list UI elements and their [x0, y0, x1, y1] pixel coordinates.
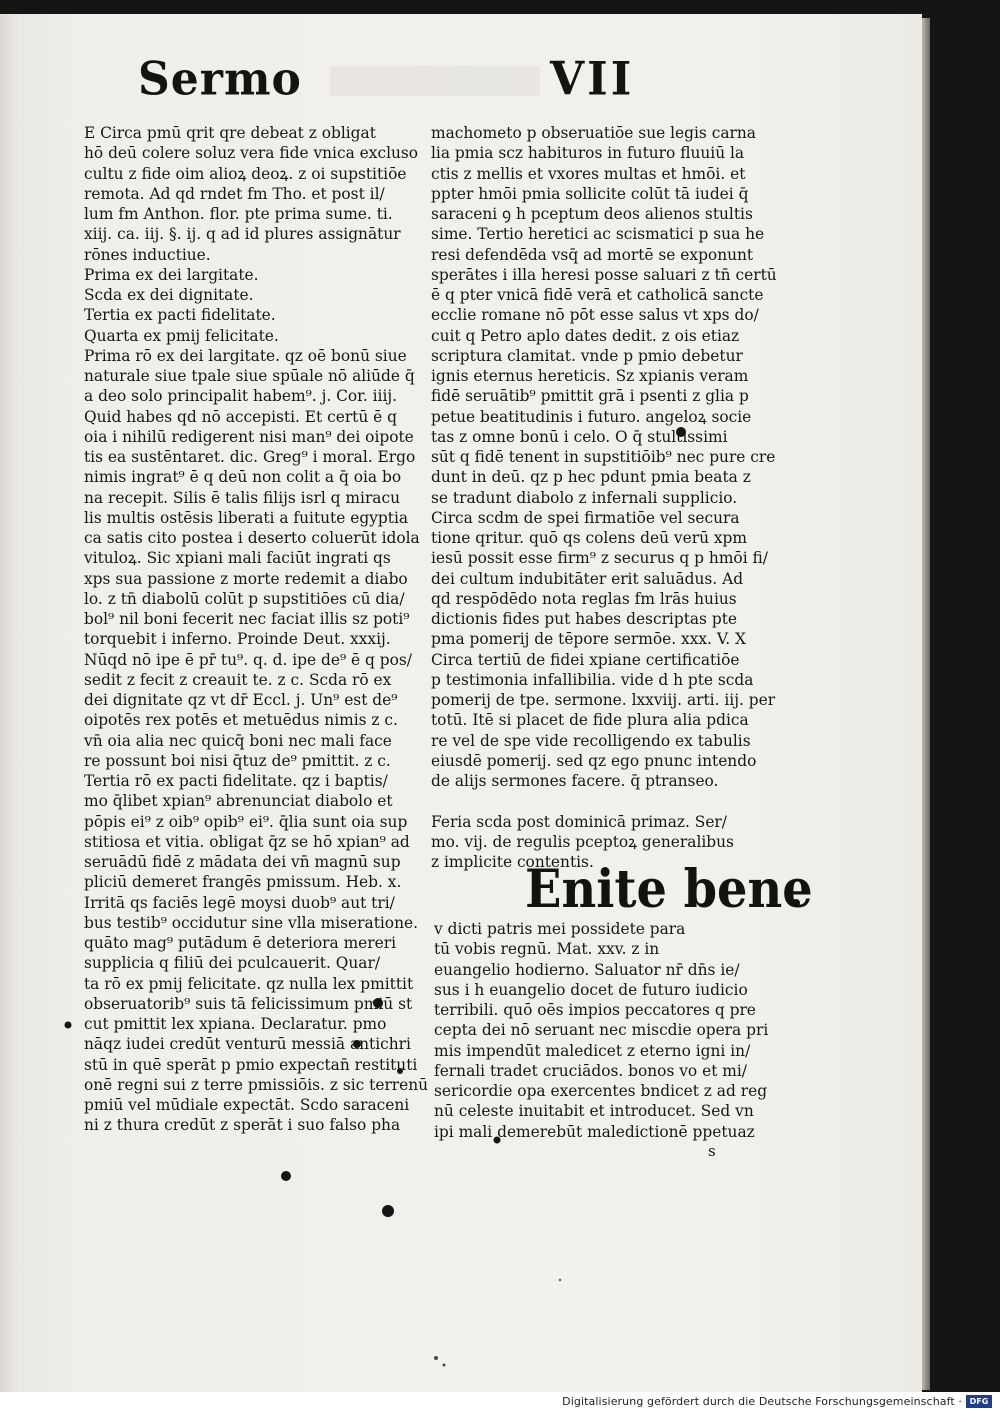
text-line: cepta dei nō seruant nec miscdie opera pri — [434, 1021, 769, 1040]
text-line: seruādū fidē z mādata dei vn̄ magnū sup — [84, 853, 401, 871]
text-line: euangelio hodierno. Saluator nr̄ dn̄s ie/ — [434, 960, 740, 979]
text-line: terribili. quō oēs impios peccatores q pre — [434, 1001, 756, 1019]
text-line: vn̄ oia alia nec quicq̄ boni nec mali face — [84, 731, 392, 750]
text-line: mo. vij. de regulis pceptoꝝ generalibus — [431, 832, 734, 851]
text-line: Feria scda post dominicā primaz. Ser/ — [431, 812, 727, 831]
text-line: torquebit i inferno. Proinde Deut. xxxij. — [84, 630, 391, 649]
text-line: xps sua passione z morte redemit a diabo — [84, 569, 408, 588]
text-line: fernali tradet cruciādos. bonos vo et mi/ — [434, 1061, 747, 1080]
text-line: obseruatorib⁹ suis tā felicissimum pmiū st — [84, 994, 413, 1013]
text-line: Tertia rō ex pacti fidelitate. qz i baptis/ — [84, 772, 388, 790]
ink-dot — [382, 1205, 394, 1217]
running-header-right: VII — [550, 52, 635, 107]
text-line: qd respōdēdo nota reglas fm lrās huius — [431, 589, 737, 608]
ink-dot — [281, 1171, 291, 1181]
text-line: tas z omne bonū i celo. O q̄ stultissimi — [431, 427, 728, 446]
text-line: nāqz iudei credūt venturū messiā antichri — [84, 1035, 411, 1054]
text-line: Quid habes qd nō accepisti. Et certū ē q — [84, 407, 398, 426]
text-line: sus i h euangelio docet de futuro iudicio — [434, 980, 748, 999]
text-line: resi defendēda vsq̄ ad mortē se exponunt — [431, 245, 754, 264]
text-line: ni z thura credūt z sperāt i suo falso pha — [84, 1116, 401, 1135]
ink-dot — [65, 1022, 72, 1029]
text-line: pliciū demeret frangēs pmissum. Heb. x. — [84, 873, 402, 892]
text-line: naturale siue tpale siue spūale nō aliūde q̄ — [84, 367, 415, 385]
text-line: iesū possit esse firm⁹ z securus q p hmōi fi/ — [431, 549, 768, 568]
text-line: vituloꝝ. Sic xpiani mali faciūt ingrati qs — [84, 549, 391, 568]
text-line: dei dignitate qz vt dr̄ Eccl. j. Un⁹ est de⁹ — [84, 691, 398, 709]
text-line: Prima rō ex dei largitate. qz oē bonū siue — [84, 346, 407, 365]
text-line: ppter hmōi pmia sollicite colūt tā iudei q̄ — [431, 184, 749, 203]
text-line: mo q̄libet xpian⁹ abrenunciat diabolo et — [84, 792, 393, 811]
text-line: bol⁹ nil boni fecerit nec faciat illis sz poti⁹ — [84, 610, 410, 628]
running-header-left: Sermo — [138, 52, 302, 107]
text-line: z implicite contentis. — [431, 853, 594, 871]
text-line: saraceni ꝯ h pceptum deos alienos stultis — [431, 205, 753, 223]
text-line: eiusdē pomerij. sed qz ego pnunc intendo — [431, 751, 757, 770]
text-line: tis ea sustēntaret. dic. Greg⁹ i moral. Ergo — [84, 448, 416, 466]
faint-ghost-print — [330, 66, 540, 96]
text-line: Scda ex dei dignitate. — [84, 286, 254, 304]
text-line: Quarta ex pmij felicitate. — [84, 326, 279, 345]
text-line: dei cultum indubitāter erit saluādus. Ad — [431, 569, 744, 588]
text-line: tū vobis regnū. Mat. xxv. z in — [434, 940, 660, 959]
text-line: Prima ex dei largitate. — [84, 265, 259, 284]
text-line: scriptura clamitat. vnde p pmio debetur — [431, 346, 743, 365]
ink-dot — [443, 1364, 446, 1367]
text-line: pomerij de tpe. sermone. lxxviij. arti. iij. per — [431, 691, 776, 709]
text-line: bus testib⁹ occidutur sine vlla miseratione. — [84, 913, 418, 932]
text-line: tione qritur. quō qs colens deū verū xpm — [431, 529, 748, 547]
text-line: cut pmittit lex xpiana. Declaratur. pmo — [84, 1015, 387, 1033]
text-line: ignis eternus hereticis. Sz xpianis veram — [431, 367, 749, 385]
text-line: de alijs sermones facere. q̄ ptranseo. — [431, 772, 719, 790]
text-line: ecclie romane nō pōt esse salus vt xps do/ — [431, 306, 759, 325]
text-line: nū celeste inuitabit et introducet. Sed vn — [434, 1102, 754, 1121]
text-line: remota. Ad qd rndet fm Tho. et post il/ — [84, 184, 385, 203]
text-line: stū in quē sperāt p pmio expectan̄ restituti — [84, 1055, 418, 1074]
text-line: dictionis fides put habes descriptas pte — [431, 610, 737, 628]
text-line: oia i nihilū redigerent nisi man⁹ dei oipote — [84, 427, 414, 446]
text-line: re vel de spe vide recolligendo ex tabulis — [431, 731, 751, 750]
ink-dot — [434, 1356, 438, 1360]
text-line: ctis z mellis et vxores multas et hmōi. et — [431, 164, 746, 183]
text-line: ē q pter vnicā fidē verā et catholicā sancte — [431, 286, 764, 304]
text-line: pōpis ei⁹ z oib⁹ opib⁹ ei⁹. q̄lia sunt oia sup — [84, 812, 408, 831]
text-line: onē regni sui z terre pmissiōis. z sic terrenū — [84, 1075, 429, 1094]
right-column-continued — [434, 919, 784, 1142]
right-column — [431, 123, 778, 872]
text-line: stitiosa et vitia. obligat q̄z se hō xpian⁹ ad — [84, 832, 410, 851]
text-line: fidē seruātib⁹ pmittit grā i psenti z glia p — [431, 387, 749, 406]
text-line: sūt q fidē tenent in supstitiōib⁹ nec pure cre — [431, 448, 776, 466]
text-line: sedit z fecit z creauit te. z c. Scda rō ex — [84, 670, 392, 689]
text-line: lia pmia scz habituros in futuro fluuiū la — [431, 144, 745, 163]
text-line: Circa tertiū de fidei xpiane certificatiōe — [431, 650, 740, 669]
text-line: sericordie opa exercentes bndicet z ad reg — [434, 1082, 768, 1100]
text-line: nimis ingrat⁹ ē q deū non colit a q̄ oia bo — [84, 468, 402, 487]
text-line: machometo p obseruatiōe sue legis carna — [431, 124, 756, 142]
text-line: a deo solo principalit habem⁹. j. Cor. iiij. — [84, 387, 398, 406]
text-line: se tradunt diabolo z infernali supplicio. — [431, 488, 738, 507]
text-line: Irritā qs faciēs legē moysi duob⁹ aut tri/ — [84, 893, 395, 912]
text-line: totū. Itē si placet de fide plura alia pdica — [431, 711, 749, 730]
text-line: mis impendūt maledicet z eterno igni in/ — [434, 1041, 751, 1060]
digitization-credit: Digitalisierung gefördert durch die Deutsche Forschungsgemeinschaft · — [562, 1395, 962, 1408]
text-line: sime. Tertio heretici ac scismatici p sua he — [431, 225, 765, 244]
text-line: ipi mali demerebūt maledictionē ppetuaz — [434, 1122, 755, 1141]
text-line: Tertia ex pacti fidelitate. — [84, 306, 276, 325]
text-line: ta rō ex pmij felicitate. qz nulla lex pmittit — [84, 974, 414, 993]
text-line: xiij. ca. iij. §. ij. q ad id plures assignātur — [84, 225, 401, 244]
dfg-logo: DFG — [966, 1395, 992, 1408]
text-line: dunt in deū. qz p hec pdunt pmia beata z — [431, 468, 751, 487]
text-line: v dicti patris mei possidete para — [434, 920, 686, 938]
text-line: cultu z fide oim alioꝝ deoꝝ. z oi supstitiōe — [84, 164, 407, 183]
text-line: rōnes inductiue. — [84, 245, 211, 264]
text-line: Circa scdm de spei firmatiōe vel secura — [431, 508, 740, 527]
text-line: p testimonia infallibilia. vide d h pte scda — [431, 670, 754, 689]
text-line: re possunt boi nisi q̄tuz de⁹ pmittit. z c. — [84, 751, 391, 770]
text-line: hō deū colere soluz vera fide vnica excluso — [84, 144, 419, 163]
text-line: cuit q Petro aplo dates dedit. z ois etiaz — [431, 326, 740, 345]
decorated-initial-heading: Enite bene — [525, 859, 813, 920]
left-column — [84, 123, 429, 1136]
text-line: quāto mag⁹ putādum ē deteriora mereri — [84, 934, 397, 952]
text-line: lo. z tn̄ diabolū colūt p supstitiōes cū dia/ — [84, 589, 405, 608]
text-line: pma pomerij de tēpore sermōe. xxx. V. X — [431, 630, 747, 649]
text-line: ca satis cito postea i deserto coluerūt idola — [84, 529, 420, 547]
ink-dot — [559, 1279, 561, 1281]
text-line: oipotēs rex potēs et metuēdus nimis z c. — [84, 711, 398, 730]
text-line: Nūqd nō ipe ē pr̄ tu⁹. q. d. ipe de⁹ ē q pos/ — [84, 650, 412, 669]
text-line: lum fm Anthon. flor. pte prima sume. ti. — [84, 205, 393, 223]
text-line: na recepit. Silis ē talis filijs isrl q miracu — [84, 488, 401, 507]
text-line — [431, 791, 778, 811]
text-line: supplicia q filiū dei pculcauerit. Quar/ — [84, 954, 381, 973]
text-line: lis multis ostēsis liberati a fuitute egyptia — [84, 508, 409, 527]
text-line: E Circa pmū qrit qre debeat z obligat — [84, 124, 376, 142]
text-line: sperātes i illa heresi posse saluari z tn̄ certū — [431, 265, 777, 284]
signature-mark: s — [708, 1142, 716, 1160]
text-line: pmiū vel mūdiale expectāt. Scdo saraceni — [84, 1096, 410, 1114]
text-line: petue beatitudinis i futuro. angeloꝝ socie — [431, 407, 752, 426]
